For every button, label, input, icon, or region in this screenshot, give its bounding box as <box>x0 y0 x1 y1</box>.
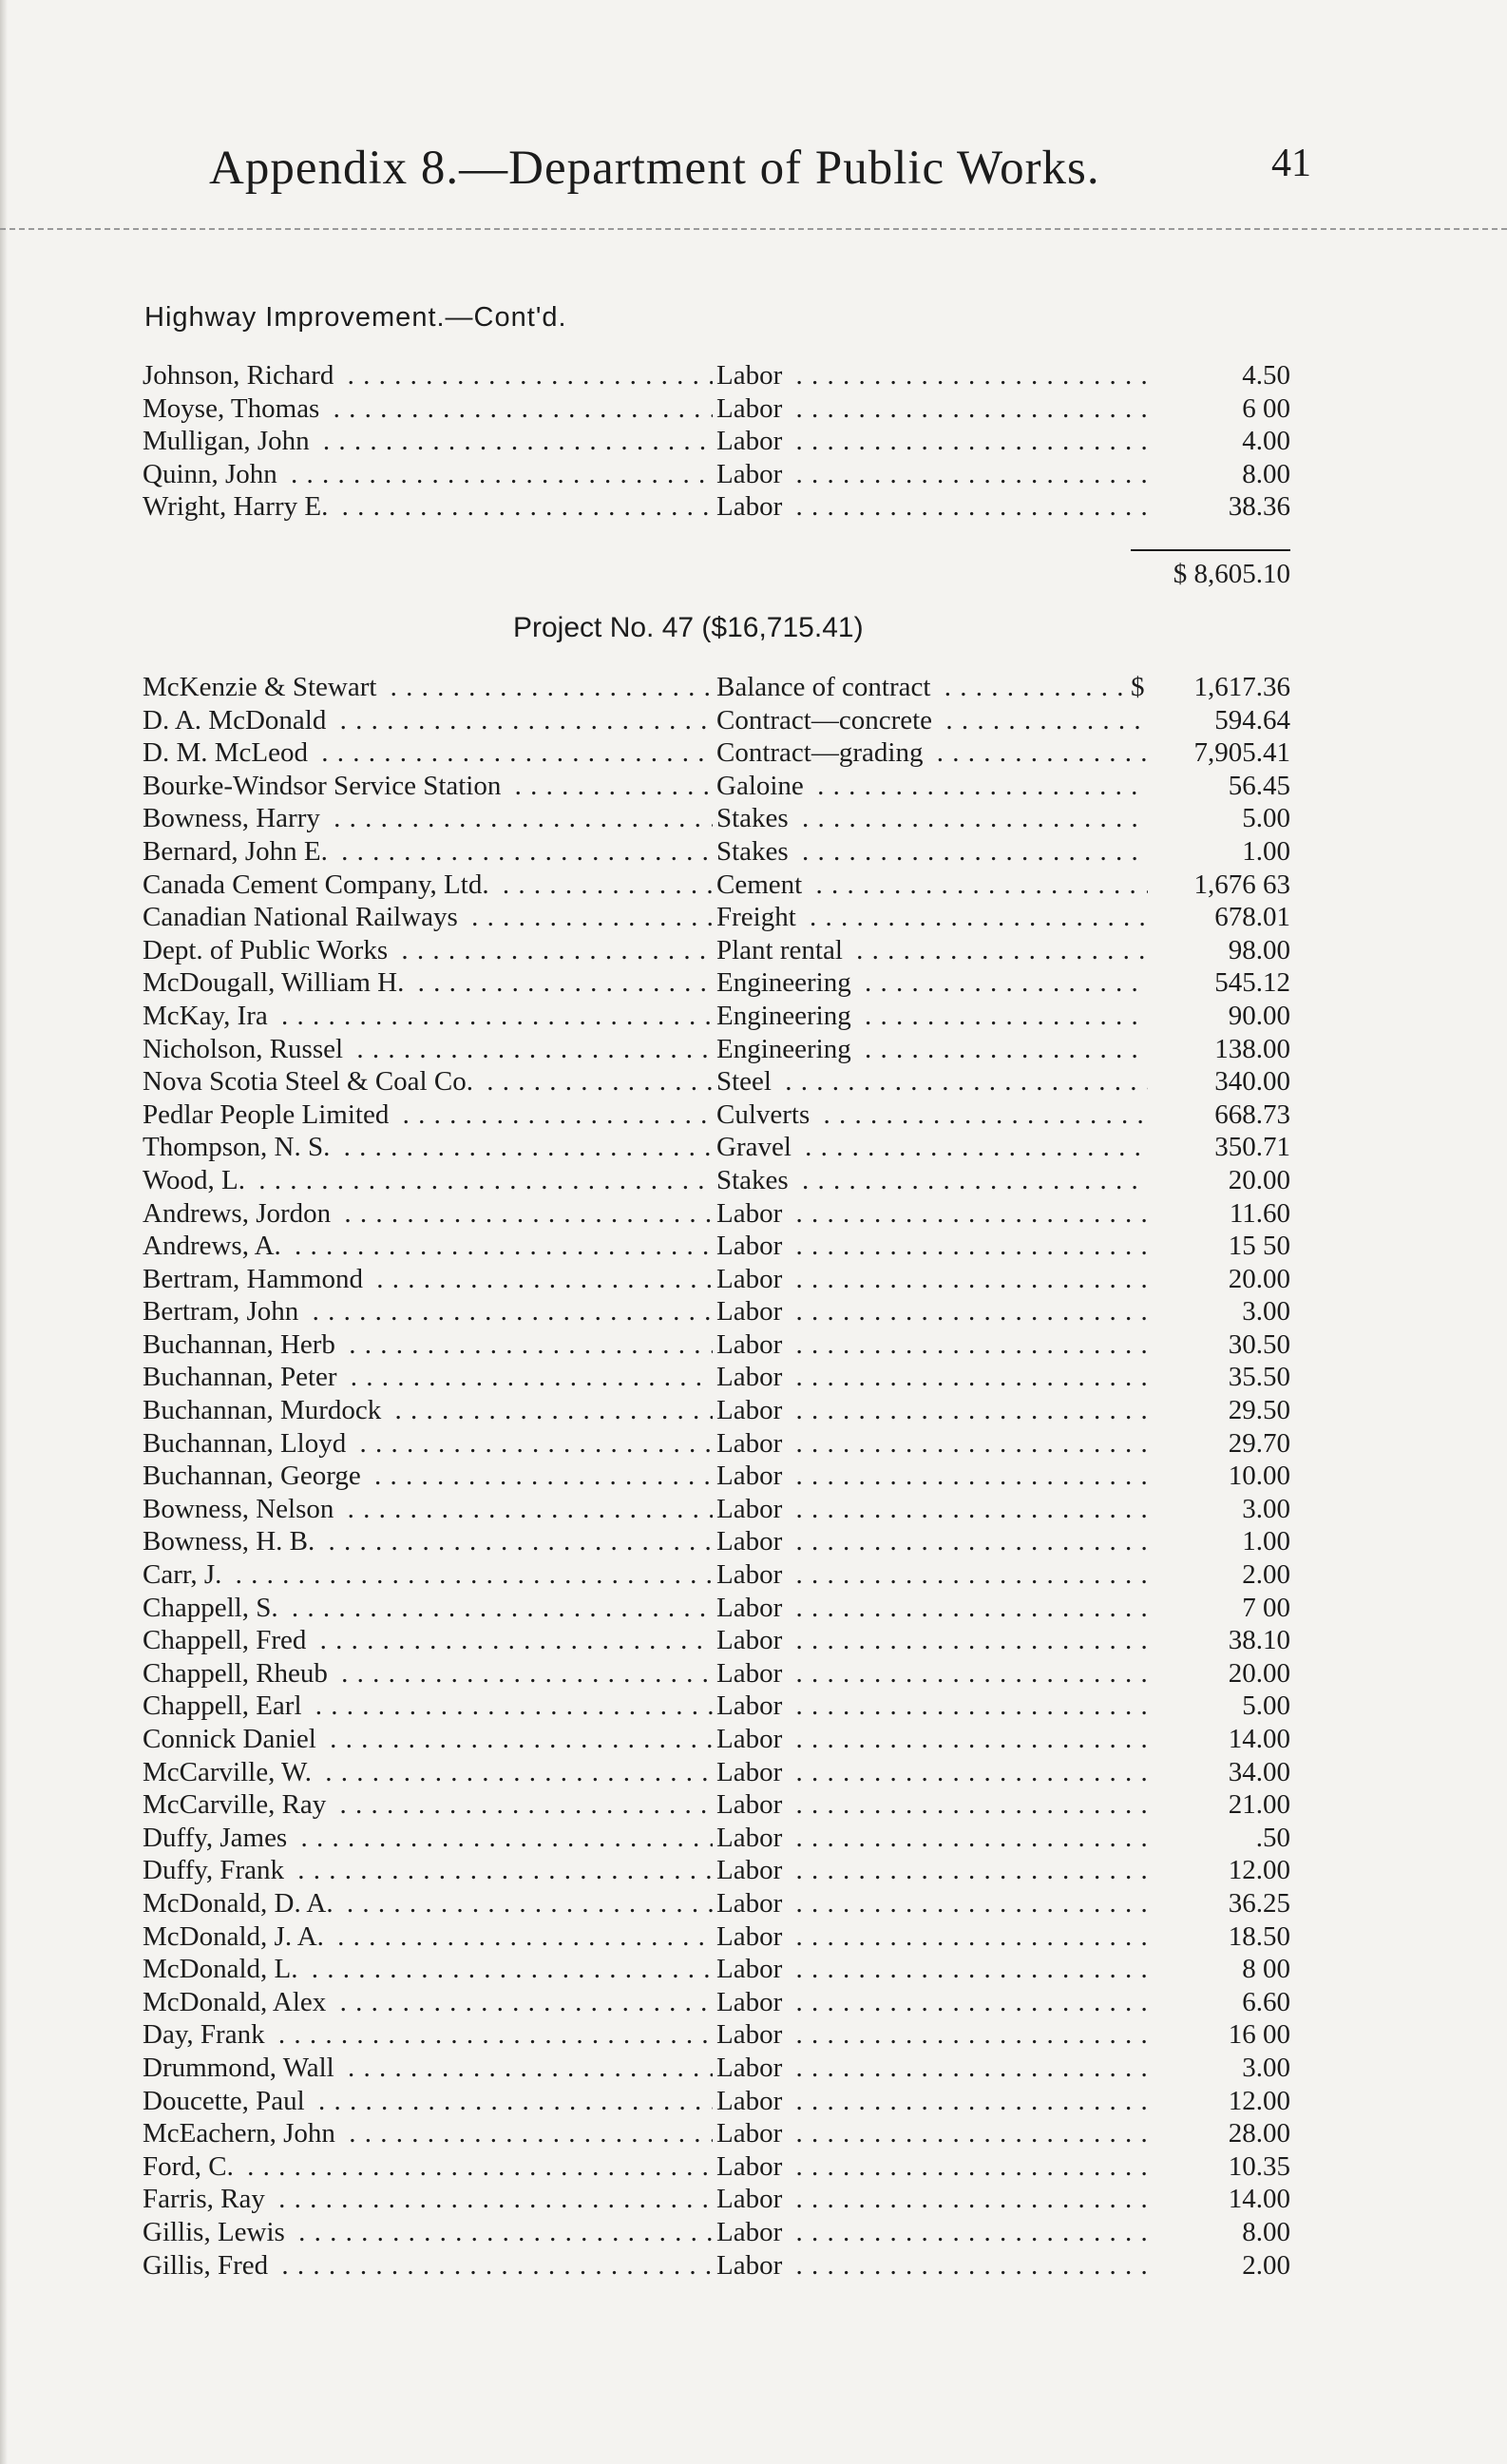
table-row <box>143 1920 1290 1954</box>
payee-name: Quinn, John <box>143 459 283 489</box>
description-text: Labor <box>716 1987 788 2017</box>
payee-name: Johnson, Richard <box>143 360 339 391</box>
amount-cell: 6 00 <box>1148 392 1290 426</box>
amount-cell: 340.00 <box>1148 1065 1290 1098</box>
payee-cell <box>143 458 713 491</box>
amount-cell: 14.00 <box>1148 1723 1290 1756</box>
payee-name: Bowness, Nelson <box>143 1494 339 1524</box>
description-text: Labor <box>716 1494 788 1524</box>
description-text: Labor <box>716 2151 788 2182</box>
description-text: Labor <box>716 1658 788 1689</box>
amount-cell: 15 50 <box>1148 1230 1290 1263</box>
table-row <box>143 2117 1290 2150</box>
payee-cell <box>143 835 713 869</box>
payee-cell <box>143 1263 713 1296</box>
amount-cell: 98.00 <box>1148 934 1290 967</box>
table-row <box>143 1986 1290 2019</box>
amount-cell: 4.00 <box>1148 425 1290 458</box>
table-row <box>143 1460 1290 1493</box>
payee-name: McCarville, Ray <box>143 1789 332 1820</box>
payee-cell <box>143 1361 713 1394</box>
payee-name: Ford, C. <box>143 2151 239 2182</box>
payee-cell <box>143 1328 713 1362</box>
description-text: Labor <box>716 2217 788 2247</box>
amount-cell: 38.36 <box>1148 490 1290 524</box>
table-row <box>143 1822 1290 1855</box>
amount-cell: 8.00 <box>1148 458 1290 491</box>
payee-cell <box>143 1920 713 1954</box>
amount-cell: 18.50 <box>1148 1920 1290 1954</box>
description-text: Labor <box>716 393 788 424</box>
amount-cell: 8 00 <box>1148 1953 1290 1986</box>
payee-cell <box>143 1822 713 1855</box>
table-row <box>143 901 1290 934</box>
description-text: Labor <box>716 1954 788 1984</box>
payee-name: McDonald, Alex <box>143 1987 332 2017</box>
table-row <box>143 1164 1290 1197</box>
table-row <box>143 1690 1290 1723</box>
amount-cell: 678.01 <box>1148 901 1290 934</box>
payee-name: Drummond, Wall <box>143 2053 340 2083</box>
payee-name: Dept. of Public Works <box>143 935 393 965</box>
table-row <box>143 2085 1290 2118</box>
description-text: Labor <box>716 1888 788 1919</box>
description-text: Stakes <box>716 1165 794 1195</box>
description-text: Labor <box>716 2250 788 2281</box>
table-row <box>143 869 1290 902</box>
table-row <box>143 1953 1290 1986</box>
table-row <box>143 1624 1290 1657</box>
payee-cell <box>143 2216 713 2249</box>
payee-name: Bowness, H. B. <box>143 1526 320 1557</box>
table-row <box>143 1493 1290 1526</box>
description-text: Contract—concrete <box>716 705 938 735</box>
amount-cell: 12.00 <box>1148 1854 1290 1887</box>
description-text: Stakes <box>716 836 794 867</box>
payee-cell <box>143 901 713 934</box>
table-row <box>143 359 1290 392</box>
description-text: Labor <box>716 1625 788 1655</box>
payee-name: Canada Cement Company, Ltd. <box>143 869 495 900</box>
description-text: Labor <box>716 1428 788 1459</box>
description-text: Labor <box>716 2086 788 2116</box>
description-text: Gravel <box>716 1132 797 1162</box>
description-text: Labor <box>716 1526 788 1557</box>
payee-cell <box>143 966 713 1000</box>
amount-cell: 7,905.41 <box>1148 736 1290 770</box>
payee-name: Farris, Ray <box>143 2184 271 2214</box>
table-row <box>143 1756 1290 1789</box>
page-number: 41 <box>1271 142 1311 185</box>
amount-cell: 2.00 <box>1148 1558 1290 1592</box>
payee-name: Chappell, Earl <box>143 1690 308 1721</box>
payee-cell <box>143 802 713 835</box>
payee-cell <box>143 671 713 704</box>
payee-name: Buchannan, Murdock <box>143 1395 387 1425</box>
table-row <box>143 1328 1290 1362</box>
description-text: Labor <box>716 426 788 456</box>
payee-name: Bourke-Windsor Service Station <box>143 771 506 801</box>
payee-name: McDonald, L. <box>143 1954 304 1984</box>
amount-cell: 35.50 <box>1148 1361 1290 1394</box>
dollar-sign: $ <box>1131 671 1159 704</box>
table-row <box>143 704 1290 737</box>
payee-cell <box>143 425 713 458</box>
description-text: Labor <box>716 491 788 522</box>
amount-cell: 56.45 <box>1148 770 1290 803</box>
payee-name: Buchannan, Lloyd <box>143 1428 352 1459</box>
table-row <box>143 392 1290 426</box>
table-row <box>143 425 1290 458</box>
amount-cell: 38.10 <box>1148 1624 1290 1657</box>
payee-cell <box>143 1525 713 1558</box>
payee-name: McDougall, William H. <box>143 967 410 998</box>
amount-cell: 30.50 <box>1148 1328 1290 1362</box>
amount-cell: 3.00 <box>1148 1295 1290 1328</box>
payee-name: Bertram, Hammond <box>143 1264 369 1294</box>
amount-cell: .50 <box>1148 1822 1290 1855</box>
description-text: Labor <box>716 1757 788 1787</box>
payee-name: Canadian National Railways <box>143 902 464 932</box>
table-row <box>143 1230 1290 1263</box>
amount-cell: 29.50 <box>1148 1394 1290 1427</box>
payee-name: Buchannan, George <box>143 1461 367 1491</box>
description-text: Labor <box>716 1690 788 1721</box>
payee-name: Wright, Harry E. <box>143 491 334 522</box>
description-text: Labor <box>716 1198 788 1229</box>
payee-cell <box>143 1723 713 1756</box>
description-text: Engineering <box>716 1034 857 1064</box>
payee-cell <box>143 1986 713 2019</box>
payee-cell <box>143 1624 713 1657</box>
description-text: Labor <box>716 1855 788 1885</box>
payee-cell <box>143 1788 713 1822</box>
payee-cell <box>143 392 713 426</box>
table-row <box>143 458 1290 491</box>
description-text: Labor <box>716 2019 788 2050</box>
amount-cell: 2.00 <box>1148 2249 1290 2283</box>
payee-cell <box>143 934 713 967</box>
payee-name: Carr, J. <box>143 1559 227 1590</box>
payee-cell <box>143 1953 713 1986</box>
project-heading: Project No. 47 ($16,715.41) <box>513 612 864 643</box>
table-row <box>143 1558 1290 1592</box>
description-text: Labor <box>716 1823 788 1853</box>
payee-cell <box>143 1493 713 1526</box>
payee-name: Chappell, Fred <box>143 1625 312 1655</box>
description-text: Labor <box>716 1789 788 1820</box>
payee-name: McDonald, D. A. <box>143 1888 339 1919</box>
amount-cell: 16 00 <box>1148 2018 1290 2052</box>
table-row <box>143 1000 1290 1033</box>
amount-cell: 1.00 <box>1148 835 1290 869</box>
description-text: Labor <box>716 459 788 489</box>
payee-cell <box>143 1460 713 1493</box>
amount-cell: 10.00 <box>1148 1460 1290 1493</box>
description-text: Balance of contract <box>716 672 936 702</box>
payee-cell <box>143 2150 713 2184</box>
payee-name: Chappell, S. <box>143 1593 284 1623</box>
payee-cell <box>143 2117 713 2150</box>
payee-name: Day, Frank <box>143 2019 271 2050</box>
amount-cell: 20.00 <box>1148 1164 1290 1197</box>
payee-cell <box>143 1394 713 1427</box>
total-rule <box>1131 549 1290 551</box>
description-text: Labor <box>716 1231 788 1261</box>
description-text: Labor <box>716 1362 788 1392</box>
page-title: Appendix 8.—Department of Public Works. <box>209 142 1100 195</box>
payee-name: D. A. McDonald <box>143 705 332 735</box>
payee-cell <box>143 1854 713 1887</box>
amount-cell: 6.60 <box>1148 1986 1290 2019</box>
payee-name: Gillis, Lewis <box>143 2217 291 2247</box>
payee-name: Moyse, Thomas <box>143 393 325 424</box>
description-text: Engineering <box>716 1001 857 1031</box>
payee-name: Gillis, Fred <box>143 2250 274 2281</box>
amount-cell: 545.12 <box>1148 966 1290 1000</box>
payee-cell <box>143 736 713 770</box>
payee-name: Doucette, Paul <box>143 2086 311 2116</box>
amount-cell: 7 00 <box>1148 1592 1290 1625</box>
table-row <box>143 2018 1290 2052</box>
table-row <box>143 1197 1290 1231</box>
amount-cell: 14.00 <box>1148 2183 1290 2216</box>
payee-name: Nicholson, Russel <box>143 1034 349 1064</box>
payee-name: Wood, L. <box>143 1165 251 1195</box>
payee-cell <box>143 2085 713 2118</box>
payee-cell <box>143 770 713 803</box>
payee-name: Andrews, Jordon <box>143 1198 336 1229</box>
payee-name: Thompson, N. S. <box>143 1132 335 1162</box>
payee-name: Bowness, Harry <box>143 803 326 833</box>
table-row <box>143 1098 1290 1132</box>
table-row <box>143 1131 1290 1164</box>
table-row <box>143 934 1290 967</box>
payee-cell <box>143 1065 713 1098</box>
payee-name: Chappell, Rheub <box>143 1658 334 1689</box>
table-row <box>143 1394 1290 1427</box>
payee-cell <box>143 1427 713 1461</box>
table-row <box>143 1788 1290 1822</box>
table-row <box>143 1263 1290 1296</box>
amount-cell: 10.35 <box>1148 2150 1290 2184</box>
payee-cell <box>143 1592 713 1625</box>
payee-name: D. M. McLeod <box>143 737 314 768</box>
amount-cell: 1,617.36 <box>1148 671 1290 704</box>
table-row <box>143 490 1290 524</box>
table-row <box>143 770 1290 803</box>
payee-cell <box>143 2183 713 2216</box>
section1-table <box>143 359 1290 524</box>
header-divider <box>0 228 1507 230</box>
payee-name: Pedlar People Limited <box>143 1099 394 1130</box>
amount-cell: 3.00 <box>1148 1493 1290 1526</box>
payee-name: Bertram, John <box>143 1296 304 1327</box>
project-table <box>143 671 1290 2282</box>
payee-cell <box>143 704 713 737</box>
amount-cell: 594.64 <box>1148 704 1290 737</box>
table-row <box>143 835 1290 869</box>
payee-cell <box>143 1756 713 1789</box>
payee-cell <box>143 359 713 392</box>
section-heading: Highway Improvement.—Cont'd. <box>144 302 567 333</box>
table-row <box>143 2052 1290 2085</box>
amount-cell: 12.00 <box>1148 2085 1290 2118</box>
section1-total: $ 8,605.10 <box>1173 559 1290 589</box>
description-text: Plant rental <box>716 935 849 965</box>
amount-cell: 28.00 <box>1148 2117 1290 2150</box>
description-text: Freight <box>716 902 802 932</box>
payee-cell <box>143 1033 713 1066</box>
payee-name: McCarville, W. <box>143 1757 317 1787</box>
table-row <box>143 2183 1290 2216</box>
description-text: Labor <box>716 1724 788 1754</box>
page-header <box>209 141 1311 198</box>
payee-name: Andrews, A. <box>143 1231 287 1261</box>
amount-cell: 29.70 <box>1148 1427 1290 1461</box>
description-text: Labor <box>716 360 788 391</box>
description-text: Labor <box>716 1921 788 1952</box>
table-row <box>143 2216 1290 2249</box>
amount-cell: 350.71 <box>1148 1131 1290 1164</box>
payee-cell <box>143 1098 713 1132</box>
amount-cell: 5.00 <box>1148 1690 1290 1723</box>
amount-cell: 3.00 <box>1148 2052 1290 2085</box>
payee-name: McKay, Ira <box>143 1001 274 1031</box>
table-row <box>143 1065 1290 1098</box>
description-text: Steel <box>716 1066 777 1097</box>
amount-cell: 5.00 <box>1148 802 1290 835</box>
description-text: Labor <box>716 2053 788 2083</box>
payee-name: Duffy, Frank <box>143 1855 290 1885</box>
payee-cell <box>143 1558 713 1592</box>
payee-name: Mulligan, John <box>143 426 315 456</box>
payee-cell <box>143 1657 713 1690</box>
payee-name: Bernard, John E. <box>143 836 334 867</box>
description-text: Labor <box>716 2118 788 2149</box>
amount-cell: 4.50 <box>1148 359 1290 392</box>
description-text: Engineering <box>716 967 857 998</box>
payee-name: Buchannan, Peter <box>143 1362 343 1392</box>
table-row <box>143 1525 1290 1558</box>
amount-cell: 1.00 <box>1148 1525 1290 1558</box>
description-text: Cement <box>716 869 808 900</box>
description-text: Labor <box>716 1264 788 1294</box>
table-row <box>143 2249 1290 2283</box>
payee-cell <box>143 490 713 524</box>
table-row <box>143 1033 1290 1066</box>
amount-cell: 8.00 <box>1148 2216 1290 2249</box>
amount-cell: 20.00 <box>1148 1263 1290 1296</box>
payee-name: Nova Scotia Steel & Coal Co. <box>143 1066 479 1097</box>
description-text: Labor <box>716 1593 788 1623</box>
payee-cell <box>143 1197 713 1231</box>
description-text: Stakes <box>716 803 794 833</box>
amount-cell: 90.00 <box>1148 1000 1290 1033</box>
amount-cell: 1,676 63 <box>1148 869 1290 902</box>
payee-cell <box>143 1230 713 1263</box>
description-text: Culverts <box>716 1099 815 1130</box>
table-row <box>143 1887 1290 1920</box>
table-row <box>143 736 1290 770</box>
amount-cell: 668.73 <box>1148 1098 1290 1132</box>
description-text: Labor <box>716 2184 788 2214</box>
amount-cell: 36.25 <box>1148 1887 1290 1920</box>
payee-cell <box>143 1131 713 1164</box>
table-row <box>143 1361 1290 1394</box>
payee-name: Buchannan, Herb <box>143 1329 341 1360</box>
payee-cell <box>143 1690 713 1723</box>
payee-cell <box>143 1295 713 1328</box>
amount-cell: 34.00 <box>1148 1756 1290 1789</box>
payee-cell <box>143 1000 713 1033</box>
description-text: Contract—grading <box>716 737 928 768</box>
description-text: Labor <box>716 1559 788 1590</box>
description-text: Labor <box>716 1395 788 1425</box>
description-text: Labor <box>716 1329 788 1360</box>
table-row <box>143 1854 1290 1887</box>
table-row <box>143 671 1290 704</box>
description-text: Labor <box>716 1296 788 1327</box>
description-text: Galoine <box>716 771 810 801</box>
page-edge-shadow <box>0 0 8 2464</box>
table-row <box>143 1295 1290 1328</box>
payee-cell <box>143 2052 713 2085</box>
table-row <box>143 1723 1290 1756</box>
payee-name: McDonald, J. A. <box>143 1921 330 1952</box>
payee-cell <box>143 2018 713 2052</box>
payee-cell <box>143 869 713 902</box>
table-row <box>143 1657 1290 1690</box>
payee-cell <box>143 2249 713 2283</box>
table-row <box>143 966 1290 1000</box>
payee-cell <box>143 1164 713 1197</box>
amount-cell: 138.00 <box>1148 1033 1290 1066</box>
table-row <box>143 1592 1290 1625</box>
payee-cell <box>143 1887 713 1920</box>
payee-name: Connick Daniel <box>143 1724 322 1754</box>
payee-name: Duffy, James <box>143 1823 293 1853</box>
amount-cell: 11.60 <box>1148 1197 1290 1231</box>
table-row <box>143 2150 1290 2184</box>
payee-name: McKenzie & Stewart <box>143 672 382 702</box>
table-row <box>143 1427 1290 1461</box>
amount-cell: 20.00 <box>1148 1657 1290 1690</box>
description-text: Labor <box>716 1461 788 1491</box>
payee-name: McEachern, John <box>143 2118 341 2149</box>
table-row <box>143 802 1290 835</box>
amount-cell: 21.00 <box>1148 1788 1290 1822</box>
